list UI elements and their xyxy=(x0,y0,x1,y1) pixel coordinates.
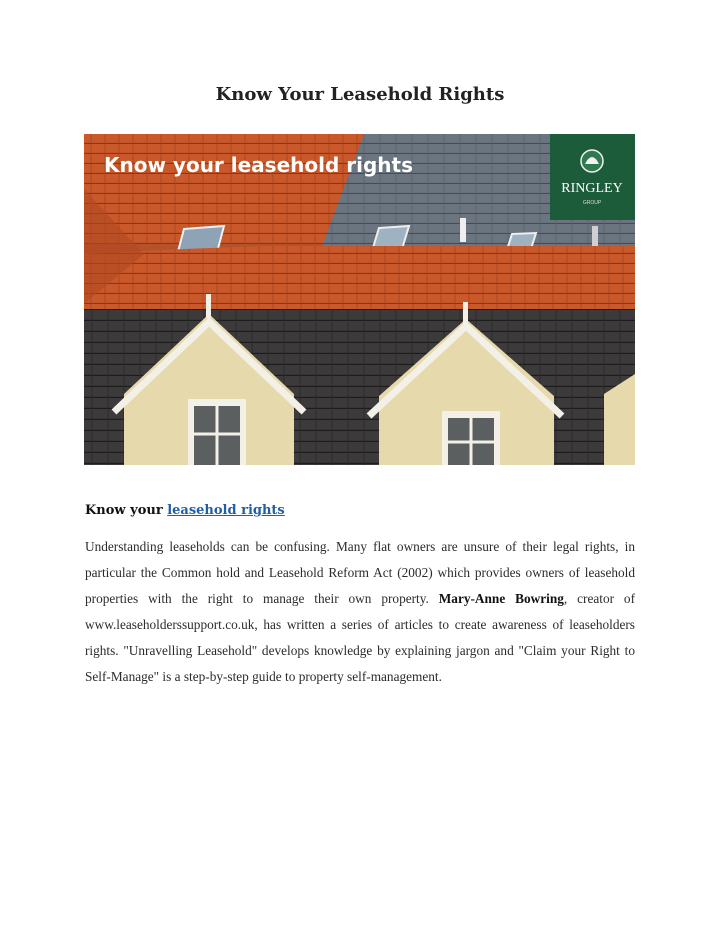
page-title: Know Your Leasehold Rights xyxy=(215,84,505,105)
author-name: Mary-Anne Bowring xyxy=(438,591,564,607)
logo-subtext: GROUP xyxy=(582,200,602,206)
heading-prefix: Know your xyxy=(85,503,163,518)
ringley-logo xyxy=(550,134,635,220)
paragraph-part2: , creator of www.leaseholderssupport.co.uk, has written a series of articles to create awareness of leaseholders rights. "Unravelling Leasehold" develops knowledge by explaining jargon and "Claim your Right to Self-Manage" is a step-by-step guide to property self-management. xyxy=(85,591,635,685)
hero-image xyxy=(84,134,635,465)
roofs-photo xyxy=(84,134,635,465)
logo-text: RINGLEY xyxy=(561,181,623,196)
paragraph-part1: Understanding leaseholds can be confusing. Many flat owners are unsure of their legal rights, in particular the Common hold and Leasehold Reform Act (2002) which provides owners of leasehold properties with the right to manage their own property. xyxy=(85,539,635,607)
article-paragraph xyxy=(85,534,635,691)
banner-text: Know your leasehold rights xyxy=(104,153,413,177)
leasehold-rights-link[interactable]: leasehold rights xyxy=(167,503,285,518)
section-heading xyxy=(85,503,285,518)
